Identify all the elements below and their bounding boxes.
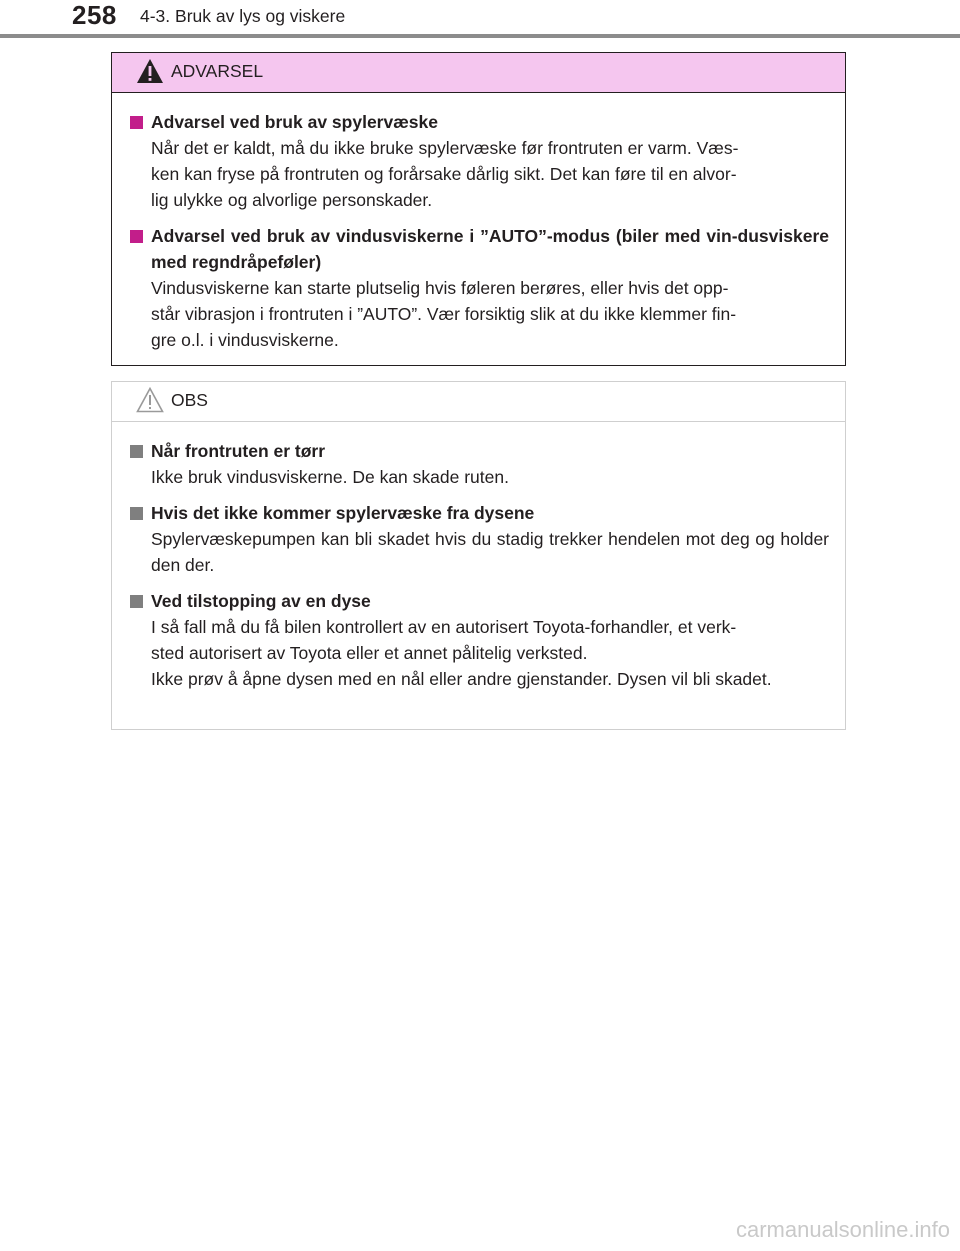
header-rule: [0, 34, 960, 38]
warning-item-title-text: Advarsel ved bruk av vindusviskerne i ”AUTO”-modus (biler med vin-dusviskere med regndråpeføler): [151, 226, 829, 272]
page-number: 258: [72, 0, 117, 30]
bullet-square-icon: [130, 507, 143, 520]
warning-item-text: Vindusviskerne kan starte plutselig hvis føleren berøres, eller hvis det opp- står vibrasjon i frontruten i ”AUTO”. Vær forsiktig slik at du ikke klemmer fin- gre o.l. i vindusviskerne.: [151, 278, 737, 350]
notice-body: [112, 422, 845, 692]
notice-item-title: [128, 588, 829, 614]
warning-item-title-text: Advarsel ved bruk av spylervæske: [151, 112, 438, 132]
warning-box: [111, 52, 846, 366]
notice-box: [111, 381, 846, 730]
warning-item-title: [128, 223, 829, 275]
warning-item: [128, 109, 829, 213]
bullet-square-icon: [130, 445, 143, 458]
bullet-square-icon: [130, 230, 143, 243]
notice-heading: OBS: [171, 390, 208, 410]
notice-item-title: [128, 438, 829, 464]
notice-item-title: [128, 500, 829, 526]
notice-item-title-text: Hvis det ikke kommer spylervæske fra dysene: [151, 503, 535, 523]
page-header: [0, 0, 960, 40]
warning-body: [112, 93, 845, 353]
watermark: carmanualsonline.info: [735, 1217, 950, 1242]
warning-item-title: [128, 109, 829, 135]
notice-item-text: Spylervæskepumpen kan bli skadet hvis du stadig trekker hendelen mot deg og holder den der.: [151, 529, 829, 575]
warning-item: [128, 223, 829, 353]
notice-item-text: Ikke bruk vindusviskerne. De kan skade ruten.: [151, 467, 509, 487]
notice-item-title-text: Når frontruten er tørr: [151, 441, 326, 461]
warning-item-text: Når det er kaldt, må du ikke bruke spylervæske før frontruten er varm. Væs- ken kan fryse på frontruten og forårsake dårlig sikt. Det kan føre til en alvor- lig ulykke og alvorlige personskader.: [151, 138, 739, 210]
notice-box-header: [112, 382, 845, 422]
bullet-square-icon: [130, 595, 143, 608]
caution-triangle-icon: [136, 387, 164, 413]
section-title: 4-3. Bruk av lys og viskere: [140, 6, 346, 26]
warning-heading: ADVARSEL: [171, 61, 264, 81]
notice-item: [128, 588, 829, 692]
notice-item: [128, 500, 829, 578]
notice-item: [128, 438, 829, 490]
bullet-square-icon: [130, 116, 143, 129]
warning-box-header: [112, 53, 845, 93]
warning-triangle-icon: [136, 58, 164, 84]
notice-item-title-text: Ved tilstopping av en dyse: [151, 591, 371, 611]
notice-item-text: I så fall må du få bilen kontrollert av en autorisert Toyota-forhandler, et verk- sted autorisert av Toyota eller et annet pålitelig verksted. Ikke prøv å åpne dysen med en nål eller andre gjenstander. Dysen vil bli skadet.: [151, 617, 772, 689]
